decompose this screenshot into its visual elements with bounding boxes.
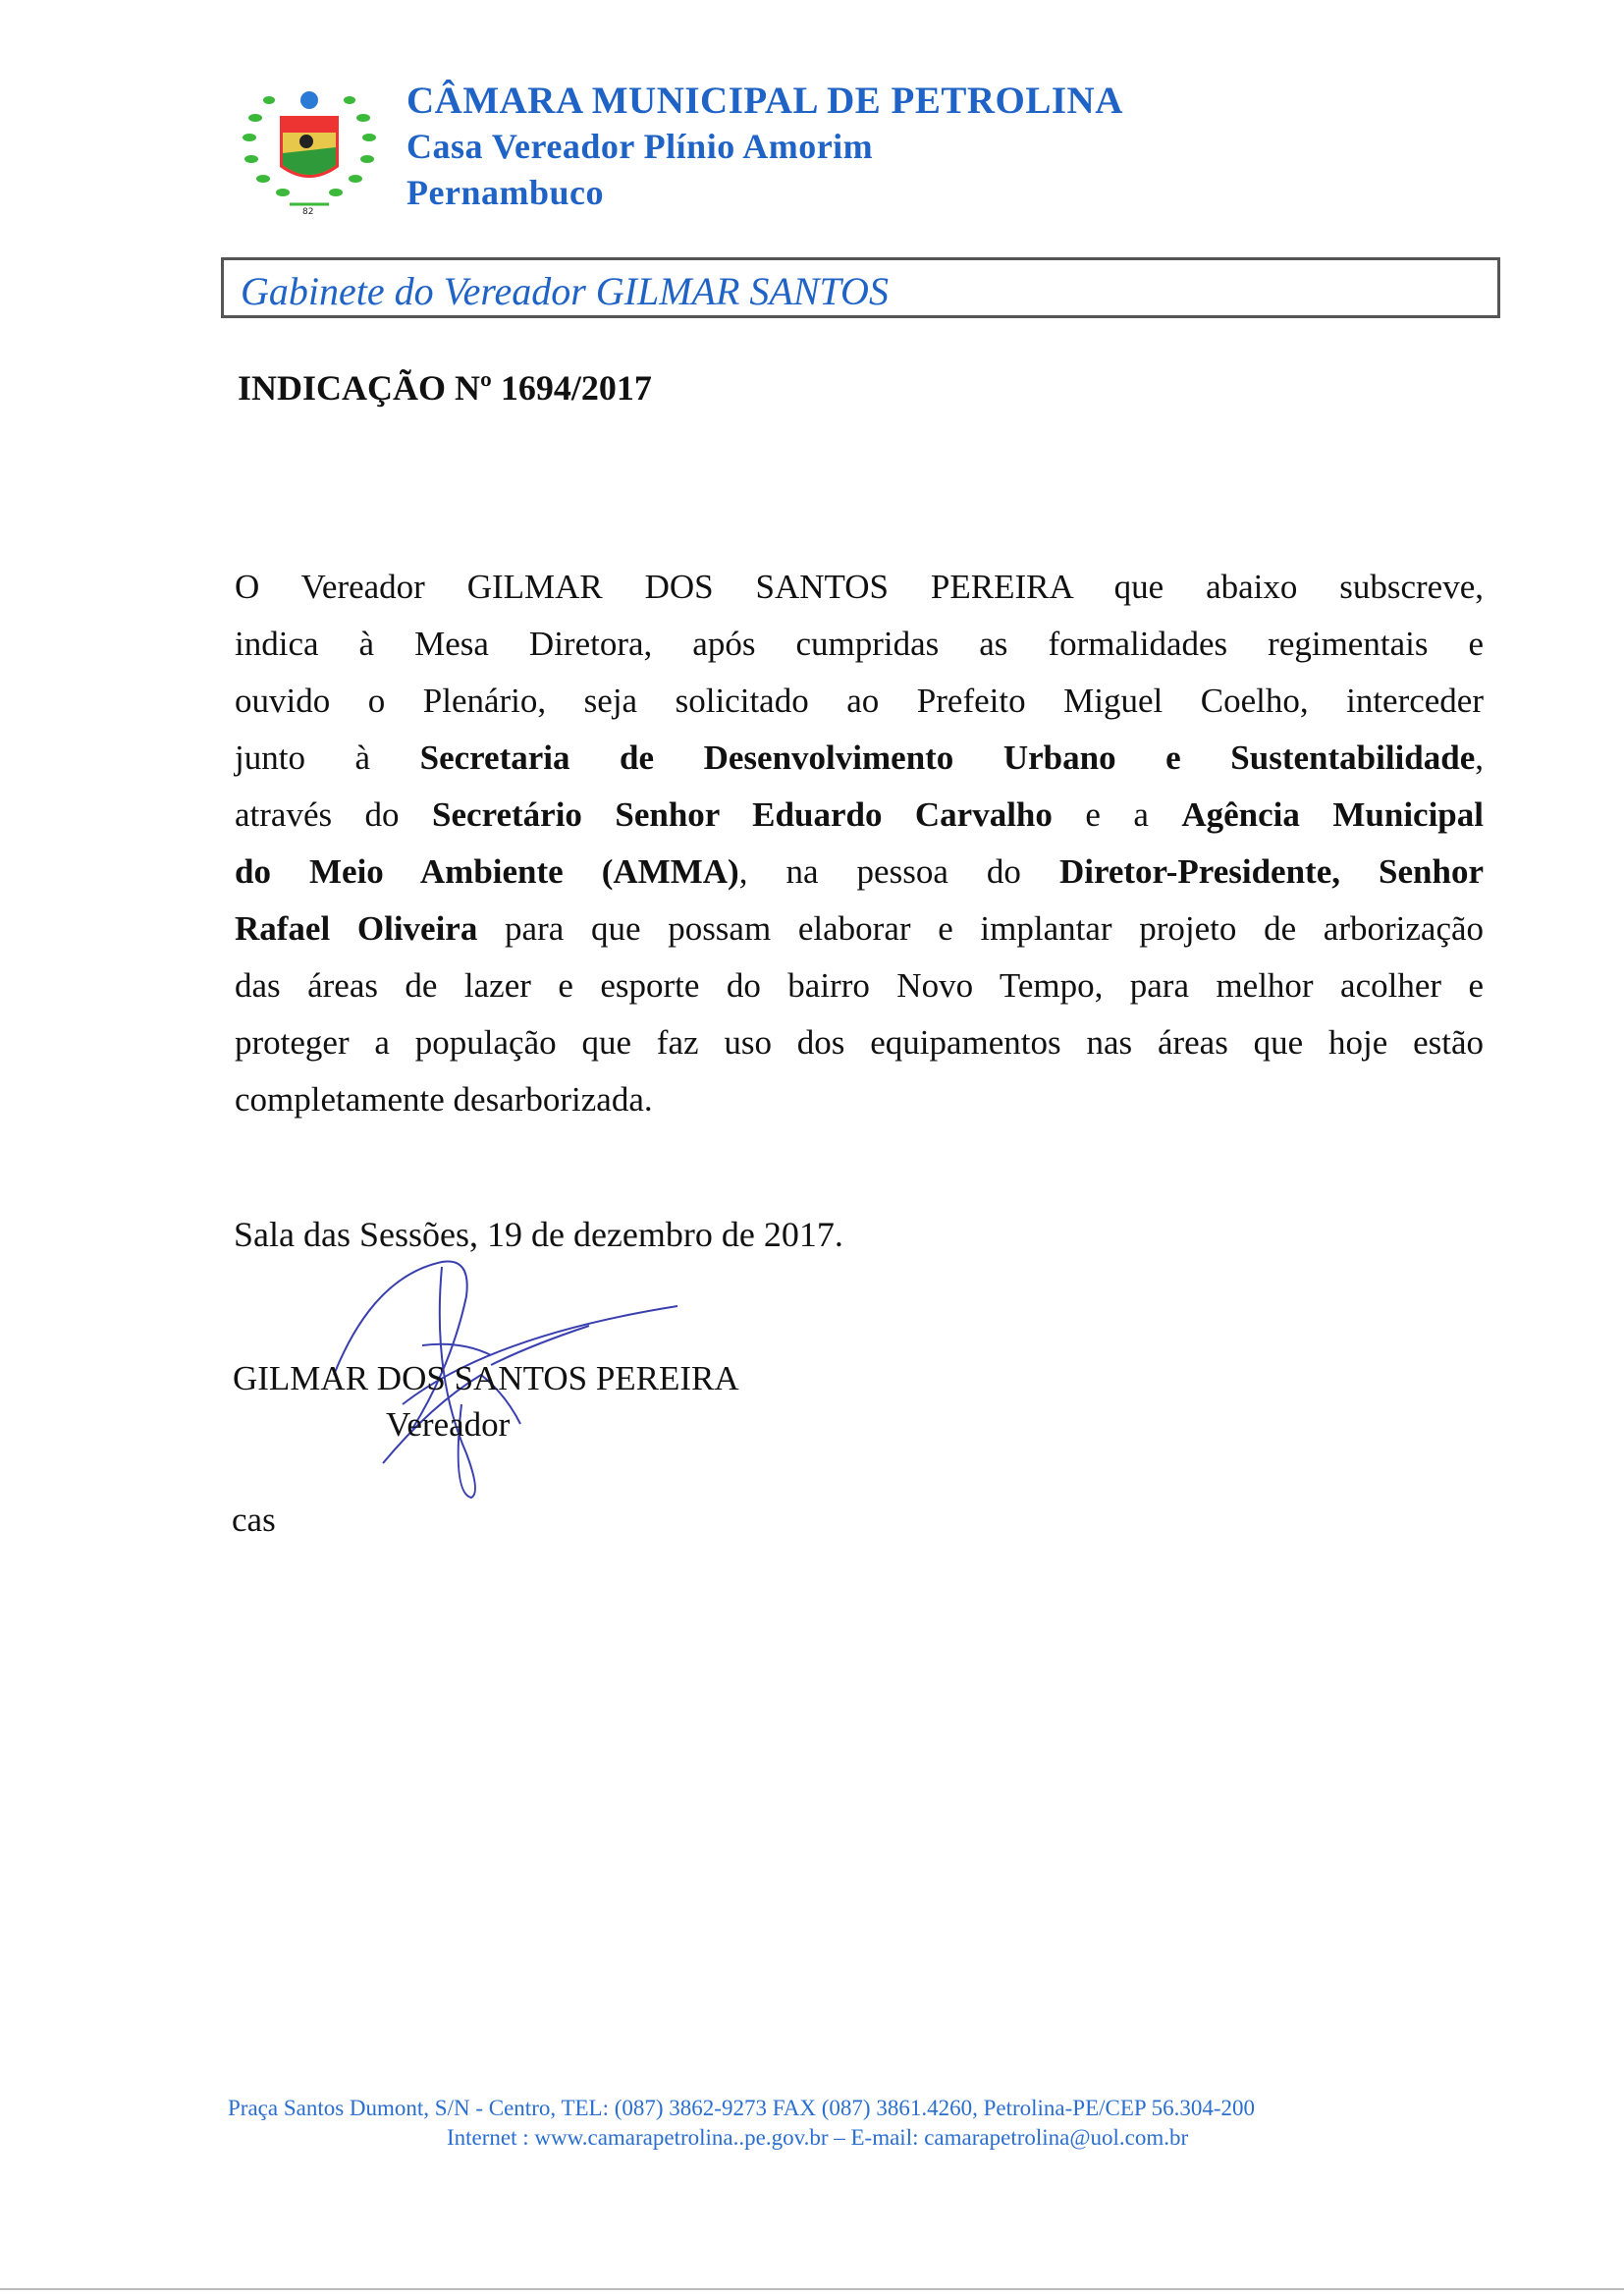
page-edge-divider xyxy=(0,2288,1624,2290)
body-line xyxy=(235,960,1484,1017)
text-run: e a xyxy=(1052,795,1182,834)
body-line xyxy=(235,790,1484,847)
bold-text: Rafael Oliveira xyxy=(235,909,478,948)
cabinet-banner xyxy=(221,257,1500,318)
text-run: através do xyxy=(235,795,433,834)
body-line xyxy=(235,1017,1484,1074)
signatory-role: Vereador xyxy=(386,1405,511,1444)
body-line xyxy=(235,1074,1484,1131)
institution-title: CÂMARA MUNICIPAL DE PETROLINA xyxy=(406,80,1123,122)
text-run: , na pessoa do xyxy=(738,852,1059,891)
bold-text: Secretário Senhor Eduardo Carvalho xyxy=(432,795,1053,834)
bold-text: do Meio Ambiente (AMMA) xyxy=(235,852,739,891)
typist-initials: cas xyxy=(232,1501,276,1539)
body-line xyxy=(235,676,1484,733)
institution-state: Pernambuco xyxy=(406,173,604,212)
svg-text:82: 82 xyxy=(302,207,314,216)
indication-title: INDICAÇÃO Nº 1694/2017 xyxy=(238,368,652,408)
text-run: completamente desarborizada. xyxy=(235,1080,653,1119)
bold-text: Agência Municipal xyxy=(1181,795,1484,834)
body-line xyxy=(235,733,1484,790)
body-line xyxy=(235,903,1484,960)
body-line xyxy=(235,562,1484,619)
text-run: proteger a população que faz uso dos equipamentos nas áreas que hoje estão xyxy=(235,1023,1484,1062)
cabinet-label: Gabinete do Vereador GILMAR SANTOS xyxy=(241,269,889,313)
text-run: para que possam elaborar e implantar projeto de arborização xyxy=(477,909,1485,948)
body-line xyxy=(235,847,1484,903)
footer-contact: Internet : www.camarapetrolina..pe.gov.br – E-mail: camarapetrolina@uol.com.br xyxy=(447,2125,1189,2150)
indication-body xyxy=(235,562,1484,1131)
text-run: ouvido o Plenário, seja solicitado ao Prefeito Miguel Coelho, interceder xyxy=(235,682,1484,720)
footer-address: Praça Santos Dumont, S/N - Centro, TEL: (087) 3862-9273 FAX (087) 3861.4260, Petrolina-PE/CEP 56.304-200 xyxy=(228,2096,1255,2120)
bold-text: Secretaria de Desenvolvimento Urbano e Sustentabilidade xyxy=(419,738,1476,777)
closing-date: Sala das Sessões, 19 de dezembro de 2017. xyxy=(234,1215,843,1254)
text-run: das áreas de lazer e esporte do bairro Novo Tempo, para melhor acolher e xyxy=(235,966,1484,1005)
institution-subtitle: Casa Vereador Plínio Amorim xyxy=(406,127,874,166)
text-run: indica à Mesa Diretora, após cumpridas as formalidades regimentais e xyxy=(235,625,1484,663)
text-run: , xyxy=(1475,738,1484,777)
coat-of-arms-logo xyxy=(236,79,383,216)
body-line xyxy=(235,619,1484,676)
bold-text: Diretor-Presidente, Senhor xyxy=(1058,852,1484,891)
signatory-name: GILMAR DOS SANTOS PEREIRA xyxy=(233,1359,739,1397)
text-run: O Vereador GILMAR DOS SANTOS PEREIRA que abaixo subscreve, xyxy=(235,568,1484,606)
text-run: junto à xyxy=(235,738,420,777)
